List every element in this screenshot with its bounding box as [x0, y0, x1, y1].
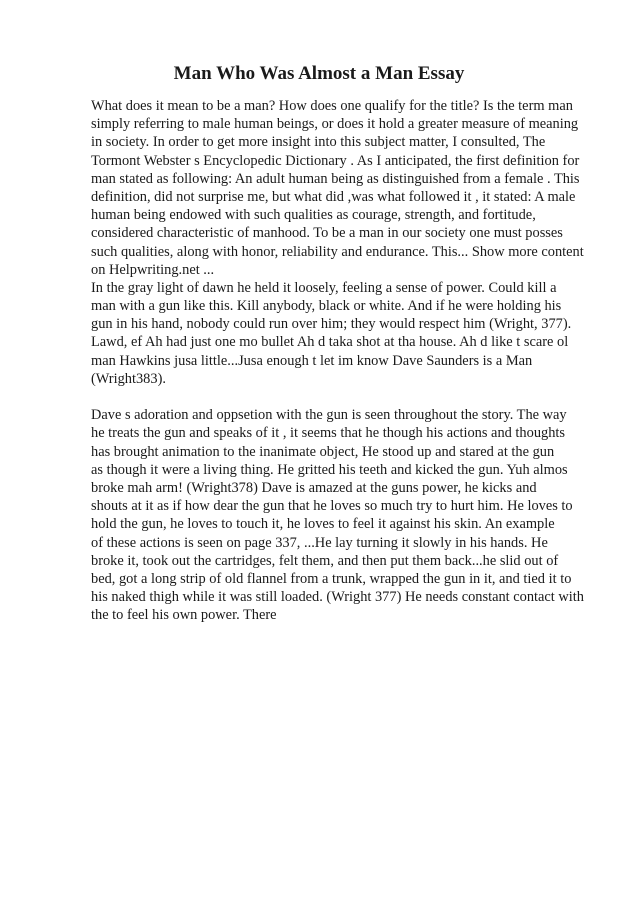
text-line: in society. In order to get more insight into this subject matter, I consulted, The	[91, 134, 546, 151]
text-line: (Wright383).	[91, 370, 166, 387]
text-line: as though it were a living thing. He gritted his teeth and kicked the gun. Yuh almos	[91, 461, 568, 478]
text-line: gun in his hand, nobody could run over him; they would respect him (Wright, 377).	[91, 316, 572, 333]
text-line: simply referring to male human beings, or does it hold a greater measure of meaning	[91, 116, 579, 133]
text-line: broke it, took out the cartridges, felt them, and then put them back...he slid out of	[91, 552, 559, 569]
paragraph-spacer	[91, 388, 601, 406]
text-line: Dave s adoration and oppsetion with the gun is seen throughout the story. The way	[91, 407, 567, 424]
text-line: such qualities, along with honor, reliability and endurance. This... Show more content	[91, 243, 584, 260]
text-line: his naked thigh while it was still loaded. (Wright 377) He needs constant contact with	[91, 589, 584, 606]
text-line: hold the gun, he loves to touch it, he loves to feel it against his skin. An example	[91, 516, 555, 533]
text-line: Lawd, ef Ah had just one mo bullet Ah d taka shot at tha house. Ah d like t scare ol	[91, 334, 569, 351]
text-line: on Helpwriting.net ...	[91, 261, 215, 278]
text-line: of these actions is seen on page 337, ...He lay turning it slowly in his hands. He	[91, 534, 548, 551]
paragraph-2	[91, 279, 601, 388]
text-line: In the gray light of dawn he held it loosely, feeling a sense of power. Could kill a	[91, 279, 557, 296]
text-line: shouts at it as if how dear the gun that he loves so much try to hurt him. He loves to	[91, 498, 573, 515]
text-line: man stated as following: An adult human being as distinguished from a female . This	[91, 170, 580, 187]
text-line: Tormont Webster s Encyclopedic Dictionary . As I anticipated, the first definition for	[91, 152, 580, 169]
text-line: the to feel his own power. There	[91, 607, 277, 624]
essay-body	[91, 97, 601, 624]
text-line: definition, did not surprise me, but what did ,was what followed it , it stated: A male	[91, 188, 576, 205]
text-line: What does it mean to be a man? How does one qualify for the title? Is the term man	[91, 98, 573, 114]
text-line: broke mah arm! (Wright378) Dave is amazed at the guns power, he kicks and	[91, 479, 537, 496]
text-line: considered characteristic of manhood. To be a man in our society one must posses	[91, 225, 563, 242]
paragraph-1	[91, 97, 601, 279]
paragraph-3	[91, 406, 601, 624]
text-line: has brought animation to the inanimate object, He stood up and stared at the gun	[91, 443, 555, 460]
text-line: bed, got a long strip of old flannel from a trunk, wrapped the gun in it, and tied it to	[91, 570, 572, 587]
text-line: man Hawkins jusa little...Jusa enough t let im know Dave Saunders is a Man	[91, 352, 533, 369]
text-line: he treats the gun and speaks of it , it seems that he though his actions and thoughts	[91, 425, 566, 442]
text-line: man with a gun like this. Kill anybody, black or white. And if he were holding his	[91, 298, 562, 315]
page-title: Man Who Was Almost a Man Essay	[173, 63, 465, 84]
text-line: human being endowed with such qualities as courage, strength, and fortitude,	[91, 207, 536, 224]
